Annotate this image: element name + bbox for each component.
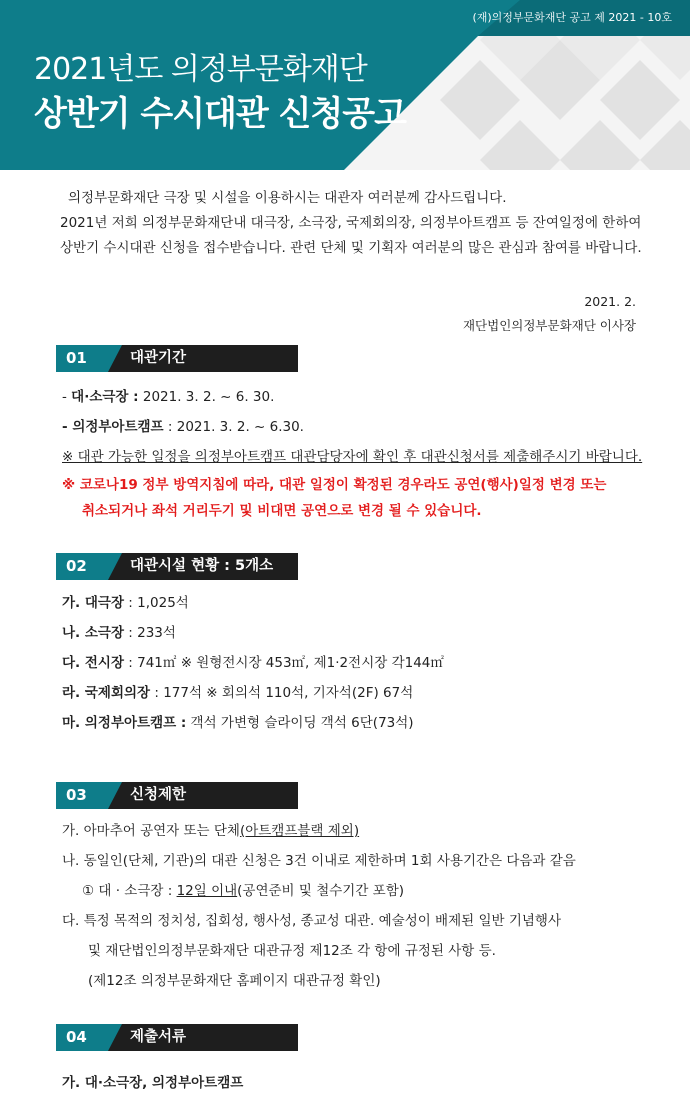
section-header-period bbox=[56, 345, 298, 372]
list-item: 가. 아마추어 공연자 또는 단체(아트캠프블랙 제외) bbox=[62, 823, 360, 839]
section-title: 신청제한 bbox=[130, 787, 187, 803]
list-item: 라. 국제회의장 : 177석 ※ 회의석 110석, 기자석(2F) 67석 bbox=[62, 685, 414, 701]
section-title: 제출서류 bbox=[130, 1029, 187, 1045]
warning-line: ※ 코로나19 정부 방역지침에 따라, 대관 일정이 확정된 경우라도 공연(행사)일정 변경 또는 bbox=[62, 477, 607, 493]
intro-line: 의정부문화재단 극장 및 시설을 이용하시는 대관자 여러분께 감사드립니다. bbox=[68, 190, 507, 206]
list-item: 나. 동일인(단체, 기관)의 대관 신청은 3건 이내로 제한하며 1회 사용기간은 다음과 같음 bbox=[62, 853, 576, 869]
warning-line: 취소되거나 좌석 거리두기 및 비대면 공연으로 변경 될 수 있습니다. bbox=[82, 503, 482, 519]
section-body-period bbox=[62, 382, 642, 524]
list-item-cont: 및 재단법인의정부문화재단 대관규정 제12조 각 항에 규정된 사항 등. bbox=[88, 943, 496, 959]
section-header-documents bbox=[56, 1024, 298, 1051]
signature-block bbox=[463, 290, 636, 338]
list-item: 가. 대·소극장, 의정부아트캠프 bbox=[62, 1075, 244, 1091]
section-number: 04 bbox=[56, 1024, 108, 1051]
list-item-cont: (제12조 의정부문화재단 홈페이지 대관규정 확인) bbox=[88, 973, 381, 989]
section-number: 01 bbox=[56, 345, 108, 372]
intro-line: 상반기 수시대관 신청을 접수받습니다. 관련 단체 및 기획자 여러분의 많은 관심과 참여를 바랍니다. bbox=[60, 240, 642, 256]
section-body-facilities bbox=[62, 588, 444, 738]
section-body-restrictions bbox=[62, 816, 576, 996]
section-header-restrictions bbox=[56, 782, 298, 809]
section-number: 03 bbox=[56, 782, 108, 809]
section-title: 대관시설 현황 : 5개소 bbox=[130, 558, 274, 574]
list-subitem: ① 대 · 소극장 : 12일 이내(공연준비 및 철수기간 포함) bbox=[82, 883, 405, 899]
list-item: 다. 특정 목적의 정치성, 집회성, 행사성, 종교성 대관. 예술성이 배제된 일반 기념행사 bbox=[62, 913, 562, 929]
note-line: ※ 대관 가능한 일정을 의정부아트캠프 대관담당자에 확인 후 대관신청서를 제출해주시기 바랍니다. bbox=[62, 449, 643, 465]
title-year: 2021년도 의정부문화재단 bbox=[34, 52, 367, 87]
section-header-facilities bbox=[56, 553, 298, 580]
intro-paragraph bbox=[60, 186, 660, 261]
intro-line: 2021년 저희 의정부문화재단내 대극장, 소극장, 국제회의장, 의정부아트캠프 등 잔여일정에 한하여 bbox=[60, 215, 642, 231]
list-item: 다. 전시장 : 741㎡ ※ 원형전시장 453㎡, 제1·2전시장 각144㎡ bbox=[62, 655, 444, 671]
section-title: 대관기간 bbox=[130, 350, 187, 366]
announce-date: 2021. 2. bbox=[584, 294, 636, 309]
notice-number: (재)의정부문화재단 공고 제 2021 - 10호 bbox=[472, 11, 672, 24]
list-item: 마. 의정부아트캠프 : 객석 가변형 슬라이딩 객석 6단(73석) bbox=[62, 715, 414, 731]
section-body-documents bbox=[62, 1068, 243, 1098]
header-banner bbox=[0, 0, 690, 170]
list-item: - 의정부아트캠프 : 2021. 3. 2. ~ 6.30. bbox=[62, 419, 304, 435]
list-item: - 대·소극장 : 2021. 3. 2. ~ 6. 30. bbox=[62, 389, 275, 405]
list-item: 나. 소극장 : 233석 bbox=[62, 625, 176, 641]
list-item: 가. 대극장 : 1,025석 bbox=[62, 595, 189, 611]
issuer: 재단법인의정부문화재단 이사장 bbox=[462, 318, 636, 333]
page-title: 상반기 수시대관 신청공고 bbox=[34, 94, 406, 134]
section-number: 02 bbox=[56, 553, 108, 580]
